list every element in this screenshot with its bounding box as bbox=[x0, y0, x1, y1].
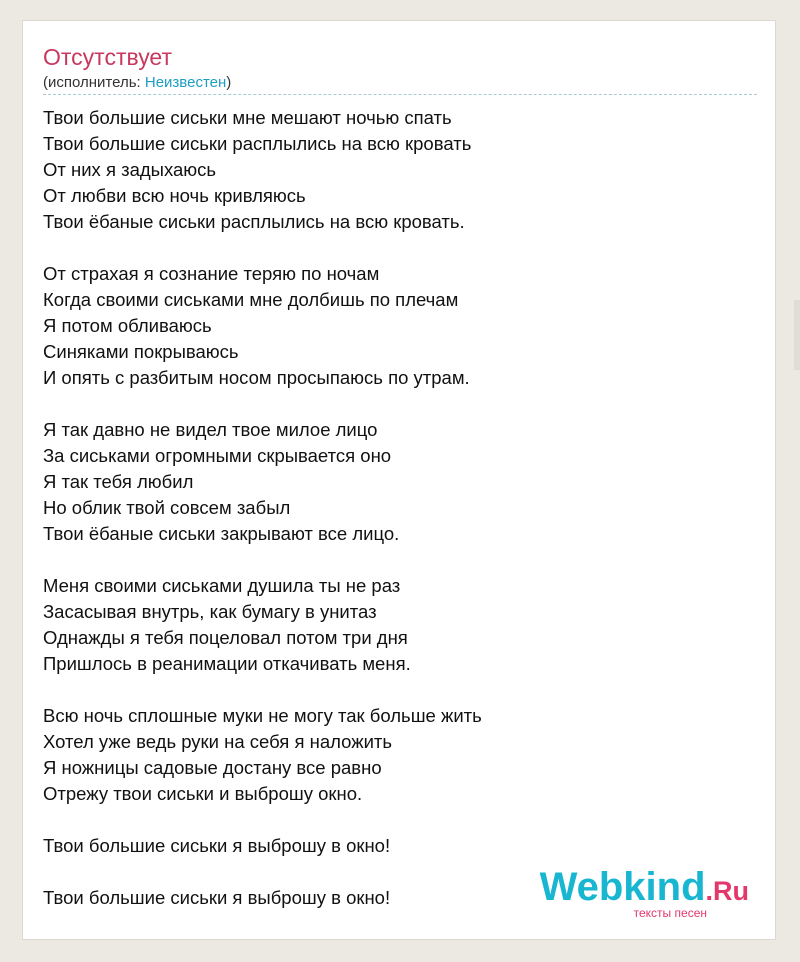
lyric-line: Твои ёбаные сиськи расплылись на всю кровать. bbox=[43, 211, 465, 232]
logo-tagline: тексты песен bbox=[633, 906, 707, 920]
divider bbox=[43, 94, 757, 95]
artist-prefix: (исполнитель: bbox=[43, 74, 145, 91]
lyric-line: Засасывая внутрь, как бумагу в унитаз bbox=[43, 601, 377, 622]
lyric-line: Когда своими сиськами мне долбишь по плечам bbox=[43, 289, 459, 310]
lyric-line: Хотел уже ведь руки на себя я наложить bbox=[43, 731, 393, 752]
lyrics-text bbox=[43, 105, 757, 937]
lyric-line: Я потом обливаюсь bbox=[43, 315, 212, 336]
lyric-line: От любви всю ночь кривляюсь bbox=[43, 185, 306, 206]
logo-tld: .Ru bbox=[705, 876, 749, 906]
lyric-line: Всю ночь сплошные муки не могу так больше жить bbox=[43, 705, 482, 726]
lyric-line: Твои большие сиськи мне мешают ночью спать bbox=[43, 107, 452, 128]
artist-suffix: ) bbox=[226, 74, 232, 91]
lyric-line: Я так давно не видел твое милое лицо bbox=[43, 419, 378, 440]
lyric-line: Твои большие сиськи я выброшу в окно! bbox=[43, 835, 391, 856]
lyric-line: Синяками покрываюсь bbox=[43, 341, 239, 362]
lyric-line: За сиськами огромными скрывается оно bbox=[43, 445, 392, 466]
lyric-line: И опять с разбитым носом просыпаюсь по утрам. bbox=[43, 367, 470, 388]
lyric-line: Однажды я тебя поцеловал потом три дня bbox=[43, 627, 408, 648]
lyric-line: Отрежу твои сиськи и выброшу окно. bbox=[43, 783, 363, 804]
stanza bbox=[43, 261, 757, 391]
lyric-line: От страхая я сознание теряю по ночам bbox=[43, 263, 380, 284]
stanza bbox=[43, 105, 757, 235]
song-title: Отсутствует bbox=[43, 44, 172, 70]
webkind-logo[interactable] bbox=[540, 867, 749, 919]
stanza bbox=[43, 573, 757, 677]
artist-line bbox=[43, 73, 231, 93]
lyric-line: Пришлось в реанимации откачивать меня. bbox=[43, 653, 411, 674]
lyric-line: Твои большие сиськи расплылись на всю кровать bbox=[43, 133, 472, 154]
lyric-line: Твои большие сиськи я выброшу в окно! bbox=[43, 887, 391, 908]
scrollbar-thumb[interactable] bbox=[794, 300, 800, 370]
lyric-line: От них я задыхаюсь bbox=[43, 159, 217, 180]
lyric-line: Но облик твой совсем забыл bbox=[43, 497, 291, 518]
stanza bbox=[43, 417, 757, 547]
logo-word: Webkind bbox=[539, 865, 706, 909]
logo-wordmark bbox=[540, 867, 749, 911]
lyric-line: Я так тебя любил bbox=[43, 471, 194, 492]
lyric-line: Твои ёбаные сиськи закрывают все лицо. bbox=[43, 523, 400, 544]
lyric-line: Я ножницы садовые достану все равно bbox=[43, 757, 382, 778]
lyric-line: Меня своими сиськами душила ты не раз bbox=[43, 575, 401, 596]
artist-link[interactable]: Неизвестен bbox=[144, 74, 227, 91]
lyrics-card bbox=[22, 20, 776, 940]
stanza bbox=[43, 833, 757, 859]
stanza bbox=[43, 703, 757, 807]
